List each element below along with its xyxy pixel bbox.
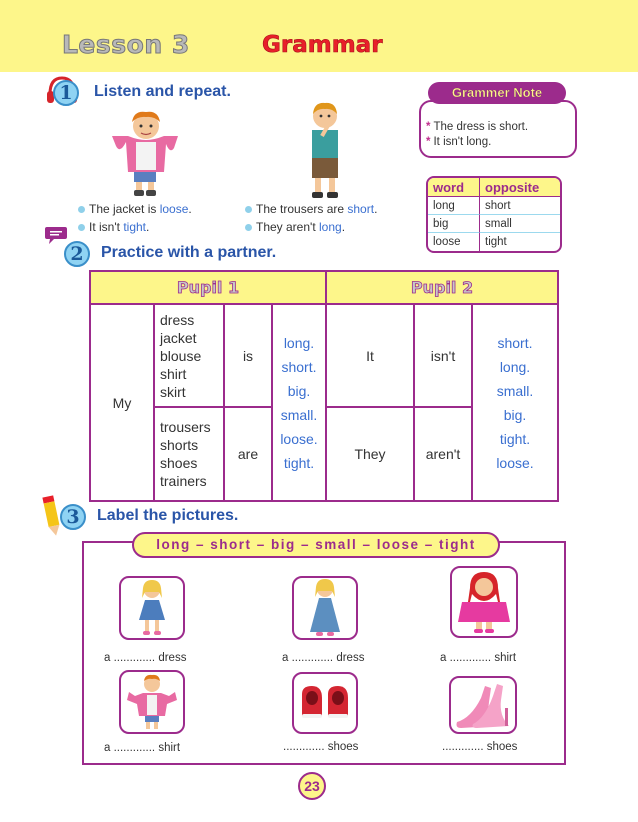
exercise-1-title: Listen and repeat.	[94, 83, 231, 100]
grammar-note-line-2: * It isn't long.	[426, 136, 492, 148]
picture-girl-short-dress	[119, 576, 185, 640]
caption-4: a ............. shirt	[104, 742, 181, 754]
table-row	[90, 304, 558, 407]
table-cell: short	[479, 197, 560, 215]
ex1-sentence-1: The jacket is loose.	[78, 202, 192, 216]
it-cell: It	[326, 304, 414, 407]
exercise-3-number: 3	[60, 504, 86, 530]
caption-5: ............. shoes	[283, 741, 359, 753]
caption-3: a ............. shirt	[440, 652, 517, 664]
table-row	[428, 215, 560, 233]
page-number: 23	[298, 772, 326, 800]
word-bank: long – short – big – small – loose – tight	[132, 532, 500, 558]
plural-nouns-cell: trousers shorts shoes trainers	[154, 407, 224, 501]
table-header-row	[90, 271, 558, 304]
bullet-icon	[245, 224, 252, 231]
grammar-note-label: Grammer Note	[428, 82, 566, 104]
caption-6: ............. shoes	[442, 741, 518, 753]
boy-jacket-illustration	[110, 106, 180, 198]
singular-nouns-cell: dress jacket blouse shirt skirt	[154, 304, 224, 407]
boy-trousers-illustration	[300, 100, 350, 200]
they-cell: They	[326, 407, 414, 501]
ex1-sentence-2: It isn't tight.	[78, 220, 149, 234]
are-cell: are	[224, 407, 272, 501]
speech-bubble-icon	[44, 224, 68, 246]
adjectives-1-cell: long. short. big. small. loose. tight.	[272, 304, 326, 501]
ex1-sentence-3: The trousers are short.	[245, 202, 377, 216]
my-cell: My	[90, 304, 154, 501]
column-header: opposite	[479, 178, 560, 197]
picture-girl-long-dress	[292, 576, 358, 640]
table-cell: tight	[479, 233, 560, 251]
exercise-2-title: Practice with a partner.	[101, 244, 277, 261]
table-row	[428, 197, 560, 215]
picture-big-shoes	[449, 676, 517, 734]
caption-2: a ............. dress	[282, 652, 365, 664]
word-opposite-table	[426, 176, 562, 253]
caption-1: a ............. dress	[104, 652, 187, 664]
practice-table	[89, 270, 559, 502]
is-cell: is	[224, 304, 272, 407]
star-icon: *	[426, 136, 431, 148]
column-header: Pupil 2	[326, 271, 558, 304]
column-header: Pupil 1	[90, 271, 326, 304]
column-header: word	[428, 178, 479, 197]
picture-boy-loose-shirt	[119, 670, 185, 734]
picture-small-shoes	[292, 672, 358, 734]
table-cell: small	[479, 215, 560, 233]
exercise-3-title: Label the pictures.	[97, 507, 239, 524]
table-cell: loose	[433, 236, 461, 248]
adjectives-2-cell: short. long. small. big. tight. loose.	[472, 304, 558, 501]
bullet-icon	[78, 224, 85, 231]
table-cell: long	[428, 197, 479, 215]
ex1-sentence-4: They aren't long.	[245, 220, 345, 234]
picture-girl-big-shirt	[450, 566, 518, 638]
exercise-1-number: 1	[53, 80, 79, 106]
section-title: Grammar	[262, 32, 383, 58]
exercise-2-number: 2	[64, 241, 90, 267]
grammar-note-line-1: * The dress is short.	[426, 121, 529, 133]
bullet-icon	[245, 206, 252, 213]
pencil-icon	[42, 494, 62, 536]
table-row	[428, 233, 560, 251]
table-cell: big	[428, 215, 479, 233]
bullet-icon	[78, 206, 85, 213]
isnt-cell: isn't	[414, 304, 472, 407]
lesson-title: Lesson 3	[62, 30, 190, 59]
table-header-row	[428, 178, 560, 197]
star-icon: *	[426, 121, 431, 133]
arent-cell: aren't	[414, 407, 472, 501]
